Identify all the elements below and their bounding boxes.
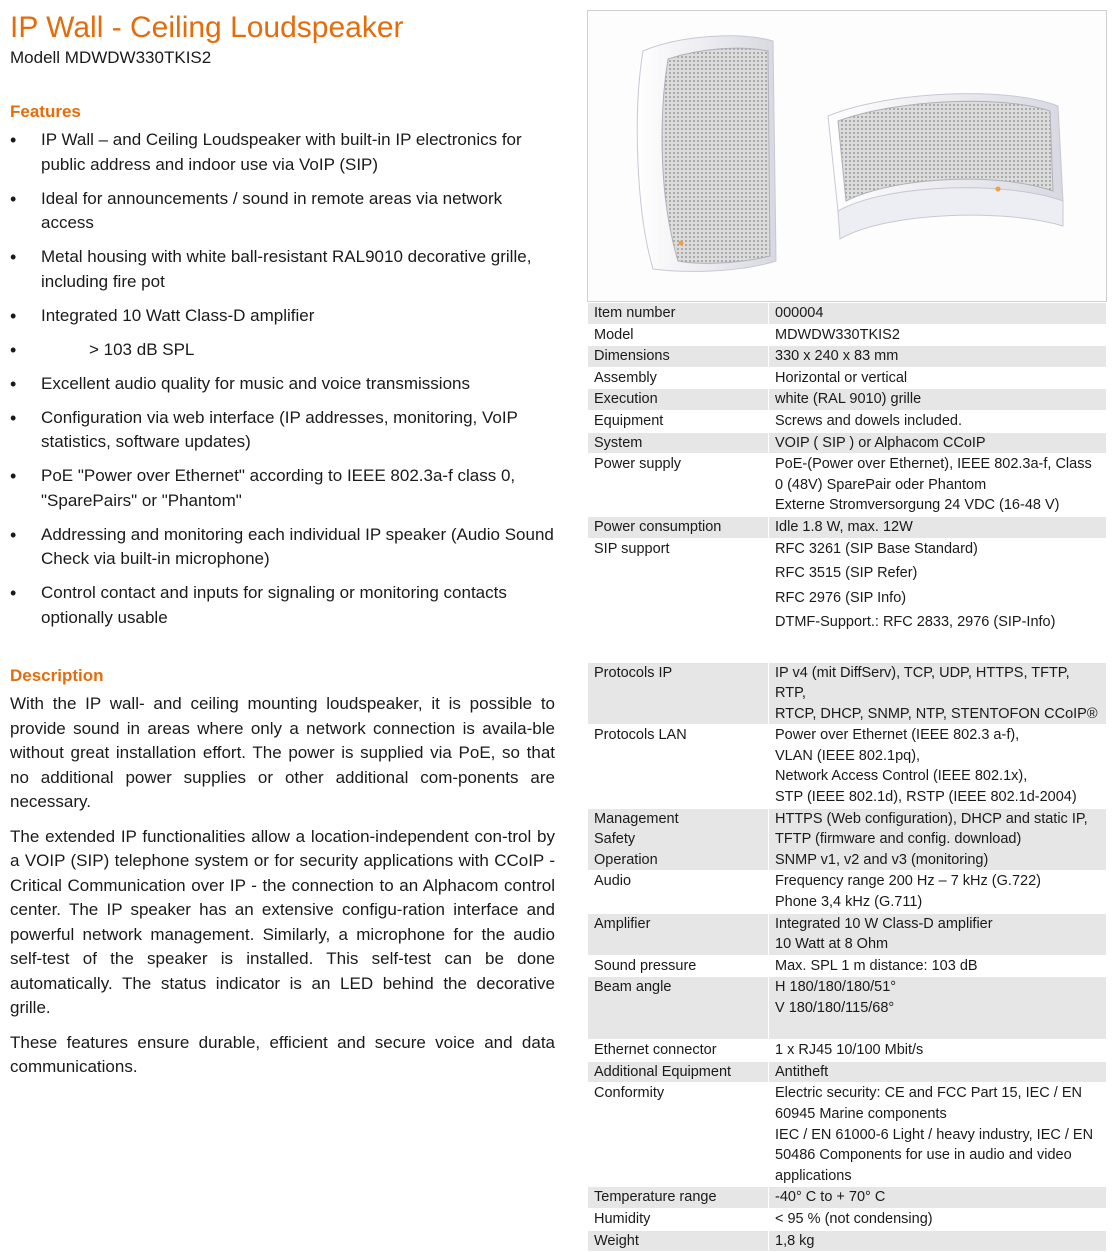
- spec-label-line: Temperature range: [594, 1189, 717, 1206]
- spec-label-line: Protocols LAN: [594, 727, 687, 744]
- spec-row: [588, 432, 1107, 454]
- spec-row: [588, 538, 1107, 662]
- spec-row: [588, 303, 1107, 325]
- spec-value: [769, 346, 1107, 368]
- spec-label: [588, 303, 769, 325]
- spec-value-line: IP v4 (mit DiffServ), TCP, UDP, HTTPS, TFTP, RTP,: [775, 664, 1070, 702]
- spec-label: [588, 389, 769, 411]
- spec-value-line: 1,8 kg: [775, 1232, 815, 1249]
- spec-label: [588, 432, 769, 454]
- spec-value-line: 10 Watt at 8 Ohm: [775, 936, 889, 953]
- specifications-table: [587, 302, 1107, 1252]
- spec-value-line: 0 (48V) SparePair oder Phantom: [775, 476, 987, 493]
- spec-label: [588, 1187, 769, 1209]
- spec-value: [769, 389, 1107, 411]
- speaker-horizontal: [828, 94, 1063, 239]
- spec-row: [588, 516, 1107, 538]
- left-column: [10, 10, 555, 1090]
- spec-row: [588, 725, 1107, 808]
- spec-label-line: Item number: [594, 305, 676, 321]
- spec-value: [769, 1208, 1107, 1230]
- spec-value: [769, 1230, 1107, 1252]
- feature-item: • Integrated 10 Watt Class-D amplifier: [10, 304, 555, 329]
- model-subtitle: Modell MDWDW330TKIS2: [10, 48, 212, 67]
- spec-value: [769, 1040, 1107, 1062]
- spec-value-line: 330 x 240 x 83 mm: [775, 348, 899, 365]
- spec-row: [588, 662, 1107, 725]
- spec-label: [588, 871, 769, 913]
- spec-label-line: System: [594, 434, 643, 451]
- feature-item: • IP Wall – and Ceiling Loudspeaker with built-in IP electronics for public address and indoor use via VoIP (SIP): [10, 128, 555, 177]
- spec-value-line: 60945 Marine components: [775, 1105, 947, 1122]
- spec-label-line: Ethernet connector: [594, 1042, 717, 1059]
- spec-label-line: Weight: [594, 1232, 639, 1249]
- feature-item: • Metal housing with white ball-resistant RAL9010 decorative grille, including fire pot: [10, 245, 555, 294]
- spec-value-line: TFTP (firmware and config. download): [775, 831, 1022, 848]
- spec-value-line: [775, 637, 1102, 658]
- spec-label: [588, 662, 769, 725]
- spec-value-line: Externe Stromversorgung 24 VDC (16-48 V): [775, 497, 1060, 514]
- spec-value-line: -40° C to + 70° C: [775, 1189, 886, 1206]
- spec-label: [588, 538, 769, 662]
- spec-label-line: Execution: [594, 391, 658, 408]
- spec-row: [588, 913, 1107, 955]
- spec-row: [588, 871, 1107, 913]
- spec-value: [769, 303, 1107, 325]
- spec-row: [588, 1040, 1107, 1062]
- feature-item: • Excellent audio quality for music and voice transmissions: [10, 372, 555, 397]
- features-heading: Features: [10, 102, 81, 121]
- spec-value: [769, 913, 1107, 955]
- spec-value-line: applications: [775, 1167, 852, 1184]
- spec-value: [769, 808, 1107, 871]
- feature-item: • Addressing and monitoring each individual IP speaker (Audio Sound Check via built-in microphone): [10, 523, 555, 572]
- spec-label-line: Conformity: [594, 1085, 665, 1102]
- feature-item: • Ideal for announcements / sound in remote areas via network access: [10, 187, 555, 236]
- spec-label-line: Dimensions: [594, 348, 670, 365]
- spec-value-line: Max. SPL 1 m distance: 103 dB: [775, 957, 978, 974]
- spec-value-line: Phone 3,4 kHz (G.711): [775, 894, 923, 911]
- spec-row: [588, 1230, 1107, 1252]
- spec-value-line: DTMF-Support.: RFC 2833, 2976 (SIP-Info): [775, 614, 1056, 631]
- spec-value: [769, 1061, 1107, 1083]
- spec-value-line: white (RAL 9010) grille: [775, 391, 922, 408]
- spec-value-line: Antitheft: [775, 1063, 829, 1080]
- spec-label: [588, 725, 769, 808]
- spec-value: [769, 1187, 1107, 1209]
- spec-value-line: HTTPS (Web configuration), DHCP and static IP,: [775, 810, 1088, 827]
- spec-label: [588, 516, 769, 538]
- spec-value: [769, 662, 1107, 725]
- spec-value-line: Electric security: CE and FCC Part 15, IEC / EN: [775, 1085, 1083, 1102]
- spec-row: [588, 1208, 1107, 1230]
- spec-value: [769, 538, 1107, 662]
- spec-label: [588, 955, 769, 977]
- spec-value-line: Horizontal or vertical: [775, 369, 908, 386]
- spec-label-line: Safety: [594, 831, 636, 848]
- spec-label-line: Assembly: [594, 369, 657, 386]
- spec-label-line: Operation: [594, 851, 658, 868]
- spec-value: [769, 454, 1107, 517]
- spec-label: [588, 977, 769, 1040]
- spec-label: [588, 1083, 769, 1187]
- feature-item: • PoE "Power over Ethernet" according to IEEE 802.3a-f class 0, "SparePairs" or "Phantom": [10, 464, 555, 513]
- spec-label-line: Model: [594, 326, 634, 343]
- spec-label: [588, 346, 769, 368]
- spec-label: [588, 913, 769, 955]
- spec-value-line: Idle 1.8 W, max. 12W: [775, 518, 913, 535]
- spec-value: [769, 725, 1107, 808]
- spec-value-line: H 180/180/180/51°: [775, 979, 897, 996]
- spec-row: [588, 324, 1107, 346]
- spec-label-line: SIP support: [594, 540, 670, 557]
- spec-value-line: Integrated 10 W Class-D amplifier: [775, 915, 993, 932]
- spec-value: [769, 324, 1107, 346]
- spec-label: [588, 454, 769, 517]
- description-paragraph: With the IP wall- and ceiling mounting loudspeaker, it is possible to provide sound in areas where only a network connection is availa-ble without great installation effort. The power is supplied via PoE, so that no additional power supplies or other additional com-ponents are necessary.: [10, 694, 555, 811]
- page-title: IP Wall - Ceiling Loudspeaker: [10, 11, 404, 44]
- features-list: [10, 128, 555, 630]
- spec-label-line: Amplifier: [594, 915, 651, 932]
- spec-value-line: [775, 1019, 1102, 1040]
- spec-value-line: 1 x RJ45 10/100 Mbit/s: [775, 1042, 924, 1059]
- spec-label-line: Humidity: [594, 1210, 651, 1227]
- spec-label-line: Power consumption: [594, 518, 722, 535]
- spec-label-line: Audio: [594, 873, 632, 890]
- spec-value-line: Frequency range 200 Hz – 7 kHz (G.722): [775, 873, 1041, 890]
- spec-value: [769, 432, 1107, 454]
- spec-value-line: Screws and dowels included.: [775, 412, 962, 429]
- spec-value-line: 000004: [775, 305, 824, 321]
- right-column: [587, 10, 1107, 1252]
- spec-value-line: SNMP v1, v2 and v3 (monitoring): [775, 851, 989, 868]
- spec-row: [588, 1083, 1107, 1187]
- spec-label: [588, 367, 769, 389]
- spec-row: [588, 346, 1107, 368]
- spec-value: [769, 955, 1107, 977]
- spec-label-line: Protocols IP: [594, 664, 673, 681]
- description-paragraph: The extended IP functionalities allow a location-independent con-trol by a VOIP (SIP) telephone system or for security applications with CCoIP - Critical Communication over IP - the connection to an Alphacom control center. The IP speaker has an extensive configu-ration interface and powerful network management. Similarly, a microphone for the audio self-test of the speaker is installed. This self-test can be done automatically. The status indicator is an LED behind the decorative grille.: [10, 826, 555, 1017]
- spec-value-line: VOIP ( SIP ) or Alphacom CCoIP: [775, 434, 986, 451]
- spec-row: [588, 410, 1107, 432]
- feature-item: • > 103 dB SPL: [10, 338, 555, 363]
- spec-label: [588, 1230, 769, 1252]
- spec-label: [588, 1040, 769, 1062]
- spec-value-line: Power over Ethernet (IEEE 802.3 a-f),: [775, 727, 1020, 744]
- description-body: [10, 692, 555, 1080]
- spec-label: [588, 1061, 769, 1083]
- spec-value-line: MDWDW330TKIS2: [775, 326, 900, 343]
- spec-value-line: IEC / EN 61000-6 Light / heavy industry, IEC / EN: [775, 1126, 1094, 1143]
- spec-value-line: RFC 2976 (SIP Info): [775, 589, 907, 606]
- spec-value-line: RFC 3515 (SIP Refer): [775, 565, 918, 582]
- spec-label-line: Additional Equipment: [594, 1063, 732, 1080]
- spec-label-line: Equipment: [594, 412, 664, 429]
- spec-label-line: Beam angle: [594, 979, 672, 996]
- spec-row: [588, 454, 1107, 517]
- spec-value: [769, 410, 1107, 432]
- feature-item: • Configuration via web interface (IP addresses, monitoring, VoIP statistics, software updates): [10, 406, 555, 455]
- feature-item: • Control contact and inputs for signaling or monitoring contacts optionally usable: [10, 581, 555, 630]
- spec-value-line: V 180/180/115/68°: [775, 1000, 895, 1016]
- spec-value-line: PoE-(Power over Ethernet), IEEE 802.3a-f, Class: [775, 456, 1092, 473]
- product-photo: [587, 10, 1107, 302]
- spec-value: [769, 367, 1107, 389]
- spec-row: [588, 955, 1107, 977]
- spec-row: [588, 1187, 1107, 1209]
- speaker-vertical: [637, 36, 776, 272]
- spec-label-line: Sound pressure: [594, 957, 697, 974]
- spec-row: [588, 977, 1107, 1040]
- spec-value-line: STP (IEEE 802.1d), RSTP (IEEE 802.1d-2004): [775, 789, 1077, 806]
- spec-label: [588, 410, 769, 432]
- speaker-illustration: [588, 11, 1106, 301]
- spec-row: [588, 367, 1107, 389]
- spec-value-line: RTCP, DHCP, SNMP, NTP, STENTOFON CCoIP®: [775, 705, 1098, 722]
- spec-value-line: RFC 3261 (SIP Base Standard): [775, 540, 978, 557]
- spec-label: [588, 324, 769, 346]
- spec-value-line: VLAN (IEEE 802.1pq),: [775, 747, 921, 764]
- spec-value: [769, 516, 1107, 538]
- spec-value: [769, 871, 1107, 913]
- description-paragraph: These features ensure durable, efficient and secure voice and data communications.: [10, 1032, 555, 1076]
- spec-row: [588, 1061, 1107, 1083]
- spec-row: [588, 808, 1107, 871]
- description-heading: Description: [10, 666, 104, 685]
- spec-value-line: Network Access Control (IEEE 802.1x),: [775, 768, 1028, 785]
- spec-value: [769, 977, 1107, 1040]
- spec-value-line: < 95 % (not condensing): [775, 1210, 933, 1227]
- spec-row: [588, 389, 1107, 411]
- spec-value-line: 50486 Components for use in audio and video: [775, 1147, 1072, 1164]
- spec-label-line: Management: [594, 810, 679, 827]
- spec-label: [588, 1208, 769, 1230]
- spec-value: [769, 1083, 1107, 1187]
- spec-label-line: Power supply: [594, 456, 682, 473]
- spec-label: [588, 808, 769, 871]
